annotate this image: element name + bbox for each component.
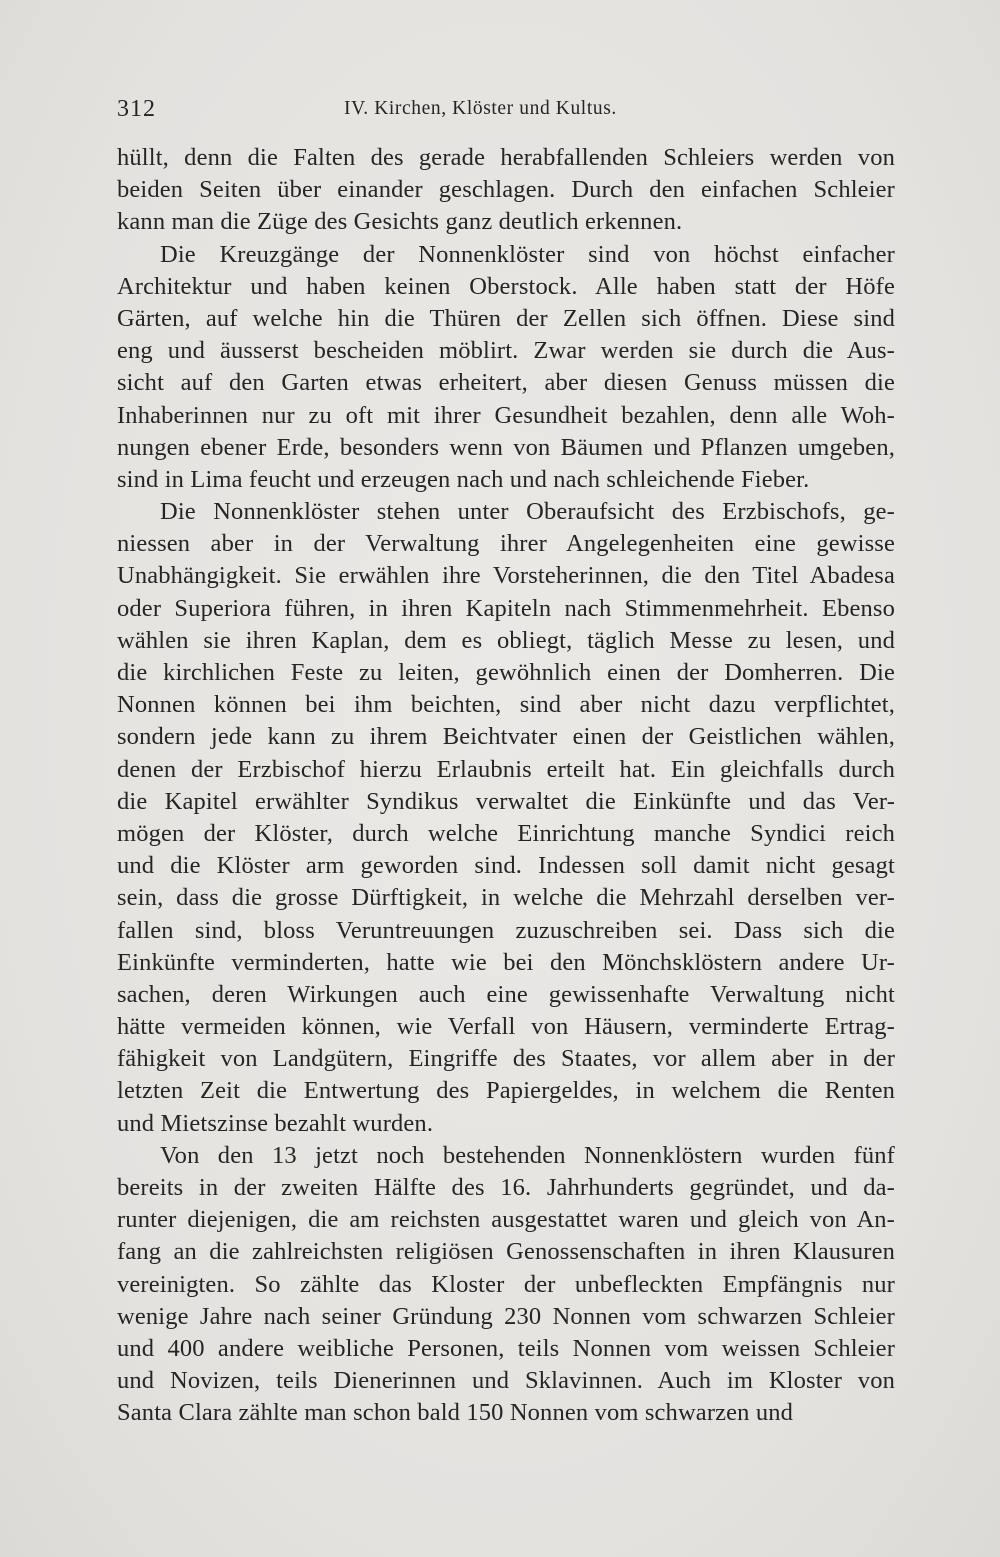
text-line: beiden Seiten über einander geschlagen. Durch den einfachen Schleier <box>117 176 895 204</box>
text-line: wenige Jahre nach seiner Gründung 230 Nonnen vom schwarzen Schleier <box>117 1302 895 1330</box>
text-line: Einkünfte verminderten, hatte wie bei den Mönchsklöstern andere Ur- <box>117 948 895 976</box>
text-line: die kirchlichen Feste zu leiten, gewöhnlich einen der Domherren. Die <box>117 659 895 686</box>
text-line: denen der Erzbischof hierzu Erlaubnis erteilt hat. Ein gleichfalls durch <box>117 755 895 783</box>
text-line: Die Kreuzgänge der Nonnenklöster sind von höchst einfacher <box>160 240 895 268</box>
text-line: eng und äusserst bescheiden möblirt. Zwar werden sie durch die Aus- <box>117 337 895 365</box>
text-line: niessen aber in der Verwaltung ihrer Angelegenheiten eine gewisse <box>117 530 895 558</box>
text-line: sind in Lima feucht und erzeugen nach und nach schleichende Fieber. <box>117 465 810 493</box>
page-header <box>117 96 895 126</box>
text-line: und die Klöster arm geworden sind. Indessen soll damit nicht gesagt <box>117 852 895 880</box>
text-line: fähigkeit von Landgütern, Eingriffe des Staates, vor allem aber in der <box>117 1045 895 1073</box>
text-line: Gärten, auf welche hin die Thüren der Zellen sich öffnen. Diese sind <box>117 304 895 332</box>
text-line: nungen ebener Erde, besonders wenn von Bäumen und Pflanzen umgeben, <box>117 433 895 461</box>
text-line: Unabhängigkeit. Sie erwählen ihre Vorsteherinnen, die den Titel Abadesa <box>117 562 895 590</box>
text-line: mögen der Klöster, durch welche Einrichtung manche Syndici reich <box>117 819 895 847</box>
text-line: hätte vermeiden können, wie Verfall von Häusern, verminderte Ertrag- <box>117 1013 895 1041</box>
paragraph <box>117 142 895 239</box>
text-line: Inhaberinnen nur zu oft mit ihrer Gesundheit bezahlen, denn alle Woh- <box>117 401 895 429</box>
paragraph <box>117 496 895 1140</box>
paragraph <box>117 1140 895 1430</box>
text-line: die Kapitel erwählter Syndikus verwaltet die Einkünfte und das Ver- <box>117 787 895 815</box>
text-line: bereits in der zweiten Hälfte des 16. Jahrhunderts gegründet, und da- <box>117 1174 895 1201</box>
text-line: Nonnen können bei ihm beichten, sind aber nicht dazu verpflichtet, <box>117 691 895 719</box>
paragraph <box>117 239 895 497</box>
text-line: Santa Clara zählte man schon bald 150 Nonnen vom schwarzen und <box>117 1399 794 1427</box>
text-line: hüllt, denn die Falten des gerade herabfallenden Schleiers werden von <box>117 144 895 171</box>
text-line: Von den 13 jetzt noch bestehenden Nonnenklöstern wurden fünf <box>160 1141 895 1169</box>
text-line: sein, dass die grosse Dürftigkeit, in welche die Mehrzahl derselben ver- <box>117 884 895 912</box>
text-line: kann man die Züge des Gesichts ganz deutlich erkennen. <box>117 208 683 236</box>
text-line: sachen, deren Wirkungen auch eine gewissenhafte Verwaltung nicht <box>117 980 895 1008</box>
text-line: fang an die zahlreichsten religiösen Genossenschaften in ihren Klausuren <box>117 1238 895 1266</box>
text-line: fallen sind, bloss Veruntreuungen zuzuschreiben sei. Dass sich die <box>117 916 895 944</box>
text-line: letzten Zeit die Entwertung des Papiergeldes, in welchem die Renten <box>117 1077 895 1105</box>
text-line: Die Nonnenklöster stehen unter Oberaufsicht des Erzbischofs, ge- <box>160 498 895 526</box>
text-line: vereinigten. So zählte das Kloster der unbefleckten Empfängnis nur <box>117 1270 895 1298</box>
text-line: und Mietszinse bezahlt wurden. <box>117 1109 434 1137</box>
body-text <box>117 142 895 1430</box>
text-line: sicht auf den Garten etwas erheitert, aber diesen Genuss müssen die <box>117 369 895 397</box>
text-line: wählen sie ihren Kaplan, dem es obliegt, täglich Messe zu lesen, und <box>117 626 895 654</box>
text-line: oder Superiora führen, in ihren Kapiteln nach Stimmenmehrheit. Ebenso <box>117 594 895 622</box>
text-line: und Novizen, teils Dienerinnen und Sklavinnen. Auch im Kloster von <box>117 1367 895 1395</box>
text-line: und 400 andere weibliche Personen, teils Nonnen vom weissen Schleier <box>117 1334 895 1362</box>
text-line: sondern jede kann zu ihrem Beichtvater einen der Geistlichen wählen, <box>117 723 895 751</box>
text-line: runter diejenigen, die am reichsten ausgestattet waren und gleich von An- <box>117 1206 895 1234</box>
running-head: IV. Kirchen, Klöster und Kultus. <box>344 98 617 119</box>
text-line: Architektur und haben keinen Oberstock. Alle haben statt der Höfe <box>117 272 895 300</box>
page-number: 312 <box>117 96 156 122</box>
